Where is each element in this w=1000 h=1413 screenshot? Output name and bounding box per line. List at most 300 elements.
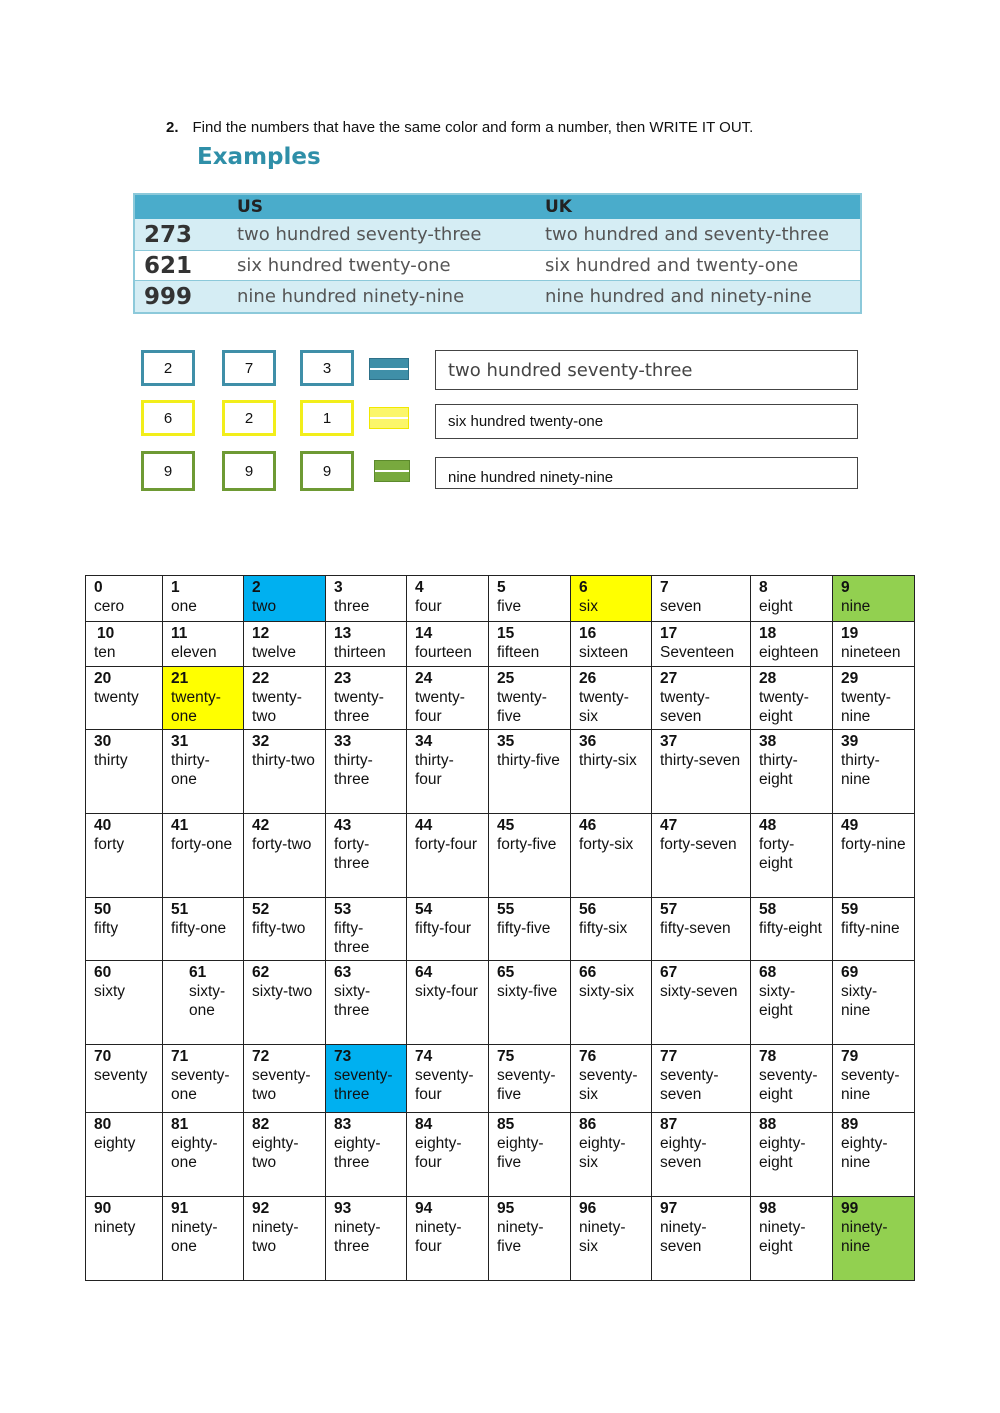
- cell-word: twenty-eight: [759, 689, 809, 725]
- cell-number: 12: [252, 625, 270, 642]
- cell-number: 10: [97, 625, 115, 642]
- cell-word: sixty-one: [189, 983, 226, 1019]
- cell-number: 2: [252, 579, 261, 596]
- grid-cell: [833, 1045, 915, 1113]
- cell-word: forty-seven: [660, 836, 737, 853]
- grid-cell: [652, 730, 751, 814]
- grid-cell: [751, 576, 833, 622]
- grid-cell: [326, 898, 407, 961]
- digit-box: 9: [222, 451, 276, 491]
- grid-cell: [751, 814, 833, 898]
- cell-word: one: [171, 598, 197, 615]
- cell-number: 4: [415, 579, 424, 596]
- cell-word: forty-two: [252, 836, 312, 853]
- cell-word: fifteen: [497, 644, 540, 661]
- grid-cell: [244, 1197, 326, 1281]
- cell-word: fifty-eight: [759, 920, 822, 937]
- grid-cell: [751, 1113, 833, 1197]
- cell-number: 79: [841, 1048, 859, 1065]
- cell-word: twenty-nine: [841, 689, 891, 725]
- grid-cell: [571, 730, 652, 814]
- grid-cell: [244, 898, 326, 961]
- grid-cell: [489, 622, 571, 667]
- grid-cell: [489, 730, 571, 814]
- grid-cell: [489, 961, 571, 1045]
- cell-number: 17: [660, 625, 678, 642]
- grid-cell: [571, 576, 652, 622]
- example-row: [135, 219, 860, 250]
- cell-number: 40: [94, 817, 112, 834]
- cell-number: 98: [759, 1200, 777, 1217]
- grid-cell: [163, 898, 244, 961]
- cell-number: 42: [252, 817, 270, 834]
- grid-cell: [407, 961, 489, 1045]
- grid-cell: [833, 667, 915, 730]
- grid-cell: [86, 1197, 163, 1281]
- cell-word: ninety-three: [334, 1219, 381, 1255]
- cell-number: 82: [252, 1116, 270, 1133]
- cell-word: ninety-one: [171, 1219, 218, 1255]
- cell-word: fifty-four: [415, 920, 471, 937]
- cell-number: 96: [579, 1200, 597, 1217]
- color-swatch-blue: [369, 358, 409, 380]
- cell-word: ninety-five: [497, 1219, 544, 1255]
- cell-word: eighty-seven: [660, 1135, 707, 1171]
- cell-number: 16: [579, 625, 597, 642]
- cell-number: 13: [334, 625, 352, 642]
- cell-number: 90: [94, 1200, 112, 1217]
- color-swatch-yellow: [369, 407, 409, 429]
- cell-number: 59: [841, 901, 859, 918]
- grid-cell: [326, 730, 407, 814]
- cell-number: 35: [497, 733, 515, 750]
- cell-word: thirty-nine: [841, 752, 880, 788]
- cell-number: 95: [497, 1200, 515, 1217]
- grid-cell: [571, 667, 652, 730]
- grid-cell: [407, 898, 489, 961]
- cell-word: eighty-one: [171, 1135, 218, 1171]
- cell-word: nineteen: [841, 644, 901, 661]
- cell-number: 80: [94, 1116, 112, 1133]
- grid-cell: [86, 576, 163, 622]
- cell-number: 61: [189, 964, 207, 981]
- grid-cell: [571, 898, 652, 961]
- cell-word: twenty-three: [334, 689, 384, 725]
- cell-number: 46: [579, 817, 597, 834]
- cell-word: eighty-five: [497, 1135, 544, 1171]
- cell-word: eighty-six: [579, 1135, 626, 1171]
- cell-word: ninety: [94, 1219, 136, 1236]
- cell-word: thirty-six: [579, 752, 637, 769]
- examples-header-row: [135, 195, 860, 219]
- cell-number: 34: [415, 733, 433, 750]
- cell-number: 19: [841, 625, 859, 642]
- grid-cell: [326, 576, 407, 622]
- grid-cell: [571, 1113, 652, 1197]
- number-grid: [85, 575, 915, 1281]
- grid-row: [86, 1113, 915, 1197]
- cell-word: seventy: [94, 1067, 148, 1084]
- grid-cell: [489, 1113, 571, 1197]
- cell-number: 77: [660, 1048, 678, 1065]
- grid-cell: [163, 814, 244, 898]
- cell-number: 50: [94, 901, 112, 918]
- grid-cell: [163, 730, 244, 814]
- cell-number: 48: [759, 817, 777, 834]
- instruction-text: Find the numbers that have the same color and form a number, then WRITE IT OUT.: [192, 119, 754, 136]
- grid-cell: [326, 1197, 407, 1281]
- cell-word: eighty-eight: [759, 1135, 806, 1171]
- example-row: [135, 250, 860, 281]
- cell-number: 57: [660, 901, 678, 918]
- grid-cell: [751, 961, 833, 1045]
- grid-cell: [407, 667, 489, 730]
- grid-cell: [652, 667, 751, 730]
- cell-word: sixteen: [579, 644, 629, 661]
- cell-number: 83: [334, 1116, 352, 1133]
- grid-cell: [751, 730, 833, 814]
- grid-cell: [652, 1113, 751, 1197]
- grid-cell: [407, 814, 489, 898]
- cell-number: 44: [415, 817, 433, 834]
- cell-number: 20: [94, 670, 112, 687]
- grid-cell: [652, 814, 751, 898]
- cell-word: twenty: [94, 689, 139, 706]
- instruction: [166, 119, 753, 136]
- digit-box: 7: [222, 350, 276, 386]
- cell-word: forty-nine: [841, 836, 906, 853]
- cell-word: ninety-four: [415, 1219, 462, 1255]
- cell-number: 9: [841, 579, 850, 596]
- cell-word: three: [334, 598, 370, 615]
- cell-word: fifty-two: [252, 920, 306, 937]
- cell-word: four: [415, 598, 442, 615]
- cell-word: ten: [94, 644, 116, 661]
- digit-box: 2: [141, 350, 195, 386]
- cell-word: sixty-two: [252, 983, 313, 1000]
- cell-word: seventy-one: [171, 1067, 230, 1103]
- cell-number: 49: [841, 817, 859, 834]
- cell-number: 6: [579, 579, 588, 596]
- cell-number: 66: [579, 964, 597, 981]
- cell-number: 0: [94, 579, 103, 596]
- cell-word: eighty-four: [415, 1135, 462, 1171]
- grid-cell: [652, 622, 751, 667]
- grid-cell: [86, 730, 163, 814]
- grid-row: [86, 667, 915, 730]
- cell-number: 3: [334, 579, 343, 596]
- cell-number: 53: [334, 901, 352, 918]
- cell-word: ninety-eight: [759, 1219, 806, 1255]
- grid-cell: [833, 961, 915, 1045]
- grid-cell: [163, 667, 244, 730]
- cell-word: eighty: [94, 1135, 136, 1152]
- examples-table: [133, 193, 862, 314]
- digit-box: 9: [141, 451, 195, 491]
- grid-cell: [489, 667, 571, 730]
- grid-cell: [489, 814, 571, 898]
- example-uk: nine hundred and ninety-nine: [545, 286, 812, 307]
- grid-cell: [571, 1197, 652, 1281]
- digit-box: 3: [300, 350, 354, 386]
- cell-word: fifty-five: [497, 920, 551, 937]
- cell-number: 5: [497, 579, 506, 596]
- grid-cell: [833, 622, 915, 667]
- cell-word: sixty-five: [497, 983, 558, 1000]
- cell-word: sixty-six: [579, 983, 635, 1000]
- answer-field[interactable]: nine hundred ninety-nine: [435, 457, 858, 489]
- grid-cell: [163, 961, 244, 1045]
- grid-cell: [571, 814, 652, 898]
- cell-number: 36: [579, 733, 597, 750]
- cell-word: eighty-nine: [841, 1135, 888, 1171]
- grid-cell: [86, 1113, 163, 1197]
- cell-number: 55: [497, 901, 515, 918]
- cell-number: 75: [497, 1048, 515, 1065]
- cell-number: 60: [94, 964, 112, 981]
- cell-number: 73: [334, 1048, 352, 1065]
- cell-number: 76: [579, 1048, 597, 1065]
- grid-cell: [163, 1045, 244, 1113]
- example-number: 621: [144, 252, 193, 279]
- grid-cell: [244, 622, 326, 667]
- grid-cell: [571, 961, 652, 1045]
- grid-cell: [833, 576, 915, 622]
- grid-cell: [163, 622, 244, 667]
- grid-cell: [833, 1197, 915, 1281]
- cell-word: seventy-nine: [841, 1067, 900, 1103]
- grid-cell: [86, 667, 163, 730]
- cell-number: 72: [252, 1048, 270, 1065]
- cell-number: 86: [579, 1116, 597, 1133]
- cell-word: fifty-three: [334, 920, 370, 956]
- cell-word: nine: [841, 598, 871, 615]
- grid-cell: [489, 1045, 571, 1113]
- cell-word: forty-eight: [759, 836, 795, 872]
- cell-word: seventy-four: [415, 1067, 474, 1103]
- cell-number: 94: [415, 1200, 433, 1217]
- example-us: six hundred twenty-one: [237, 255, 451, 276]
- cell-number: 89: [841, 1116, 859, 1133]
- digit-box: 2: [222, 400, 276, 436]
- cell-word: fifty-seven: [660, 920, 731, 937]
- cell-number: 43: [334, 817, 352, 834]
- cell-number: 51: [171, 901, 189, 918]
- grid-cell: [407, 1197, 489, 1281]
- cell-word: forty-four: [415, 836, 478, 853]
- cell-number: 26: [579, 670, 597, 687]
- cell-word: eighty-three: [334, 1135, 381, 1171]
- answer-field[interactable]: six hundred twenty-one: [435, 404, 858, 439]
- cell-number: 27: [660, 670, 678, 687]
- cell-word: sixty-three: [334, 983, 371, 1019]
- cell-word: twenty-seven: [660, 689, 710, 725]
- cell-word: thirty-five: [497, 752, 560, 769]
- cell-number: 97: [660, 1200, 678, 1217]
- grid-cell: [407, 1045, 489, 1113]
- grid-cell: [489, 898, 571, 961]
- grid-cell: [326, 667, 407, 730]
- cell-word: fifty-one: [171, 920, 227, 937]
- grid-row: [86, 576, 915, 622]
- cell-word: thirteen: [334, 644, 386, 661]
- grid-cell: [751, 667, 833, 730]
- cell-number: 99: [841, 1200, 859, 1217]
- grid-cell: [652, 1045, 751, 1113]
- cell-word: twenty-one: [171, 689, 221, 725]
- cell-number: 33: [334, 733, 352, 750]
- cell-number: 8: [759, 579, 768, 596]
- grid-cell: [652, 1197, 751, 1281]
- grid-cell: [326, 622, 407, 667]
- digit-box: 1: [300, 400, 354, 436]
- grid-cell: [326, 814, 407, 898]
- cell-word: thirty-two: [252, 752, 315, 769]
- grid-cell: [571, 1045, 652, 1113]
- cell-number: 56: [579, 901, 597, 918]
- examples-heading: Examples: [197, 144, 321, 170]
- cell-word: twenty-five: [497, 689, 547, 725]
- cell-number: 69: [841, 964, 859, 981]
- cell-word: sixty-nine: [841, 983, 878, 1019]
- cell-word: forty: [94, 836, 125, 853]
- answer-field[interactable]: two hundred seventy-three: [435, 350, 858, 390]
- cell-number: 1: [171, 579, 180, 596]
- cell-word: forty-one: [171, 836, 233, 853]
- cell-number: 24: [415, 670, 433, 687]
- grid-cell: [163, 1197, 244, 1281]
- cell-number: 78: [759, 1048, 777, 1065]
- cell-number: 45: [497, 817, 515, 834]
- cell-number: 63: [334, 964, 352, 981]
- cell-word: twenty-four: [415, 689, 465, 725]
- cell-word: seventy-three: [334, 1067, 393, 1103]
- grid-row: [86, 961, 915, 1045]
- cell-number: 7: [660, 579, 669, 596]
- grid-cell: [833, 814, 915, 898]
- cell-word: six: [579, 598, 598, 615]
- grid-cell: [407, 576, 489, 622]
- cell-word: fourteen: [415, 644, 472, 661]
- cell-word: eleven: [171, 644, 217, 661]
- cell-word: ninety-six: [579, 1219, 626, 1255]
- cell-word: forty-six: [579, 836, 634, 853]
- cell-number: 52: [252, 901, 270, 918]
- cell-number: 74: [415, 1048, 433, 1065]
- cell-number: 41: [171, 817, 189, 834]
- grid-cell: [652, 898, 751, 961]
- header-us: US: [237, 197, 264, 217]
- example-row: [135, 281, 860, 312]
- cell-number: 65: [497, 964, 515, 981]
- cell-number: 84: [415, 1116, 433, 1133]
- cell-word: seventy-seven: [660, 1067, 719, 1103]
- digit-box: 9: [300, 451, 354, 491]
- cell-word: Seventeen: [660, 644, 735, 661]
- grid-cell: [751, 898, 833, 961]
- cell-word: thirty-four: [415, 752, 454, 788]
- cell-number: 47: [660, 817, 678, 834]
- grid-cell: [244, 961, 326, 1045]
- grid-cell: [833, 730, 915, 814]
- grid-cell: [751, 1197, 833, 1281]
- cell-number: 70: [94, 1048, 112, 1065]
- cell-number: 31: [171, 733, 189, 750]
- cell-word: seventy-eight: [759, 1067, 818, 1103]
- grid-cell: [751, 1045, 833, 1113]
- grid-cell: [86, 961, 163, 1045]
- cell-number: 21: [171, 670, 189, 687]
- grid-cell: [571, 622, 652, 667]
- cell-word: thirty-three: [334, 752, 373, 788]
- header-uk: UK: [545, 197, 572, 217]
- cell-number: 29: [841, 670, 859, 687]
- example-number: 273: [144, 221, 193, 248]
- cell-word: seventy-five: [497, 1067, 556, 1103]
- cell-number: 39: [841, 733, 859, 750]
- grid-cell: [86, 898, 163, 961]
- cell-number: 71: [171, 1048, 189, 1065]
- cell-number: 11: [171, 625, 188, 642]
- cell-number: 22: [252, 670, 270, 687]
- cell-number: 23: [334, 670, 352, 687]
- cell-number: 54: [415, 901, 433, 918]
- cell-word: thirty: [94, 752, 128, 769]
- grid-cell: [163, 576, 244, 622]
- digit-box: 6: [141, 400, 195, 436]
- grid-cell: [652, 961, 751, 1045]
- cell-word: sixty-four: [415, 983, 478, 1000]
- grid-row: [86, 1197, 915, 1281]
- grid-row: [86, 898, 915, 961]
- grid-cell: [326, 1045, 407, 1113]
- grid-cell: [407, 1113, 489, 1197]
- example-us: nine hundred ninety-nine: [237, 286, 465, 307]
- cell-word: thirty-eight: [759, 752, 798, 788]
- cell-word: eight: [759, 598, 793, 615]
- cell-word: ninety-nine: [841, 1219, 888, 1255]
- cell-word: eighteen: [759, 644, 819, 661]
- cell-number: 25: [497, 670, 515, 687]
- cell-number: 62: [252, 964, 270, 981]
- grid-cell: [163, 1113, 244, 1197]
- color-swatch-green: [374, 460, 410, 482]
- cell-number: 85: [497, 1116, 515, 1133]
- grid-cell: [326, 1113, 407, 1197]
- cell-word: sixty: [94, 983, 125, 1000]
- grid-cell: [244, 1113, 326, 1197]
- cell-word: thirty-seven: [660, 752, 741, 769]
- cell-number: 28: [759, 670, 777, 687]
- grid-cell: [407, 622, 489, 667]
- cell-number: 92: [252, 1200, 270, 1217]
- cell-word: eighty-two: [252, 1135, 299, 1171]
- cell-number: 14: [415, 625, 433, 642]
- grid-cell: [652, 576, 751, 622]
- cell-number: 18: [759, 625, 777, 642]
- cell-word: seven: [660, 598, 702, 615]
- cell-word: ninety-seven: [660, 1219, 707, 1255]
- grid-cell: [244, 730, 326, 814]
- grid-cell: [489, 576, 571, 622]
- cell-word: twenty-six: [579, 689, 629, 725]
- grid-cell: [244, 1045, 326, 1113]
- cell-word: five: [497, 598, 522, 615]
- example-uk: two hundred and seventy-three: [545, 224, 830, 245]
- cell-word: sixty-eight: [759, 983, 796, 1019]
- example-number: 999: [144, 283, 193, 310]
- cell-word: seventy-two: [252, 1067, 311, 1103]
